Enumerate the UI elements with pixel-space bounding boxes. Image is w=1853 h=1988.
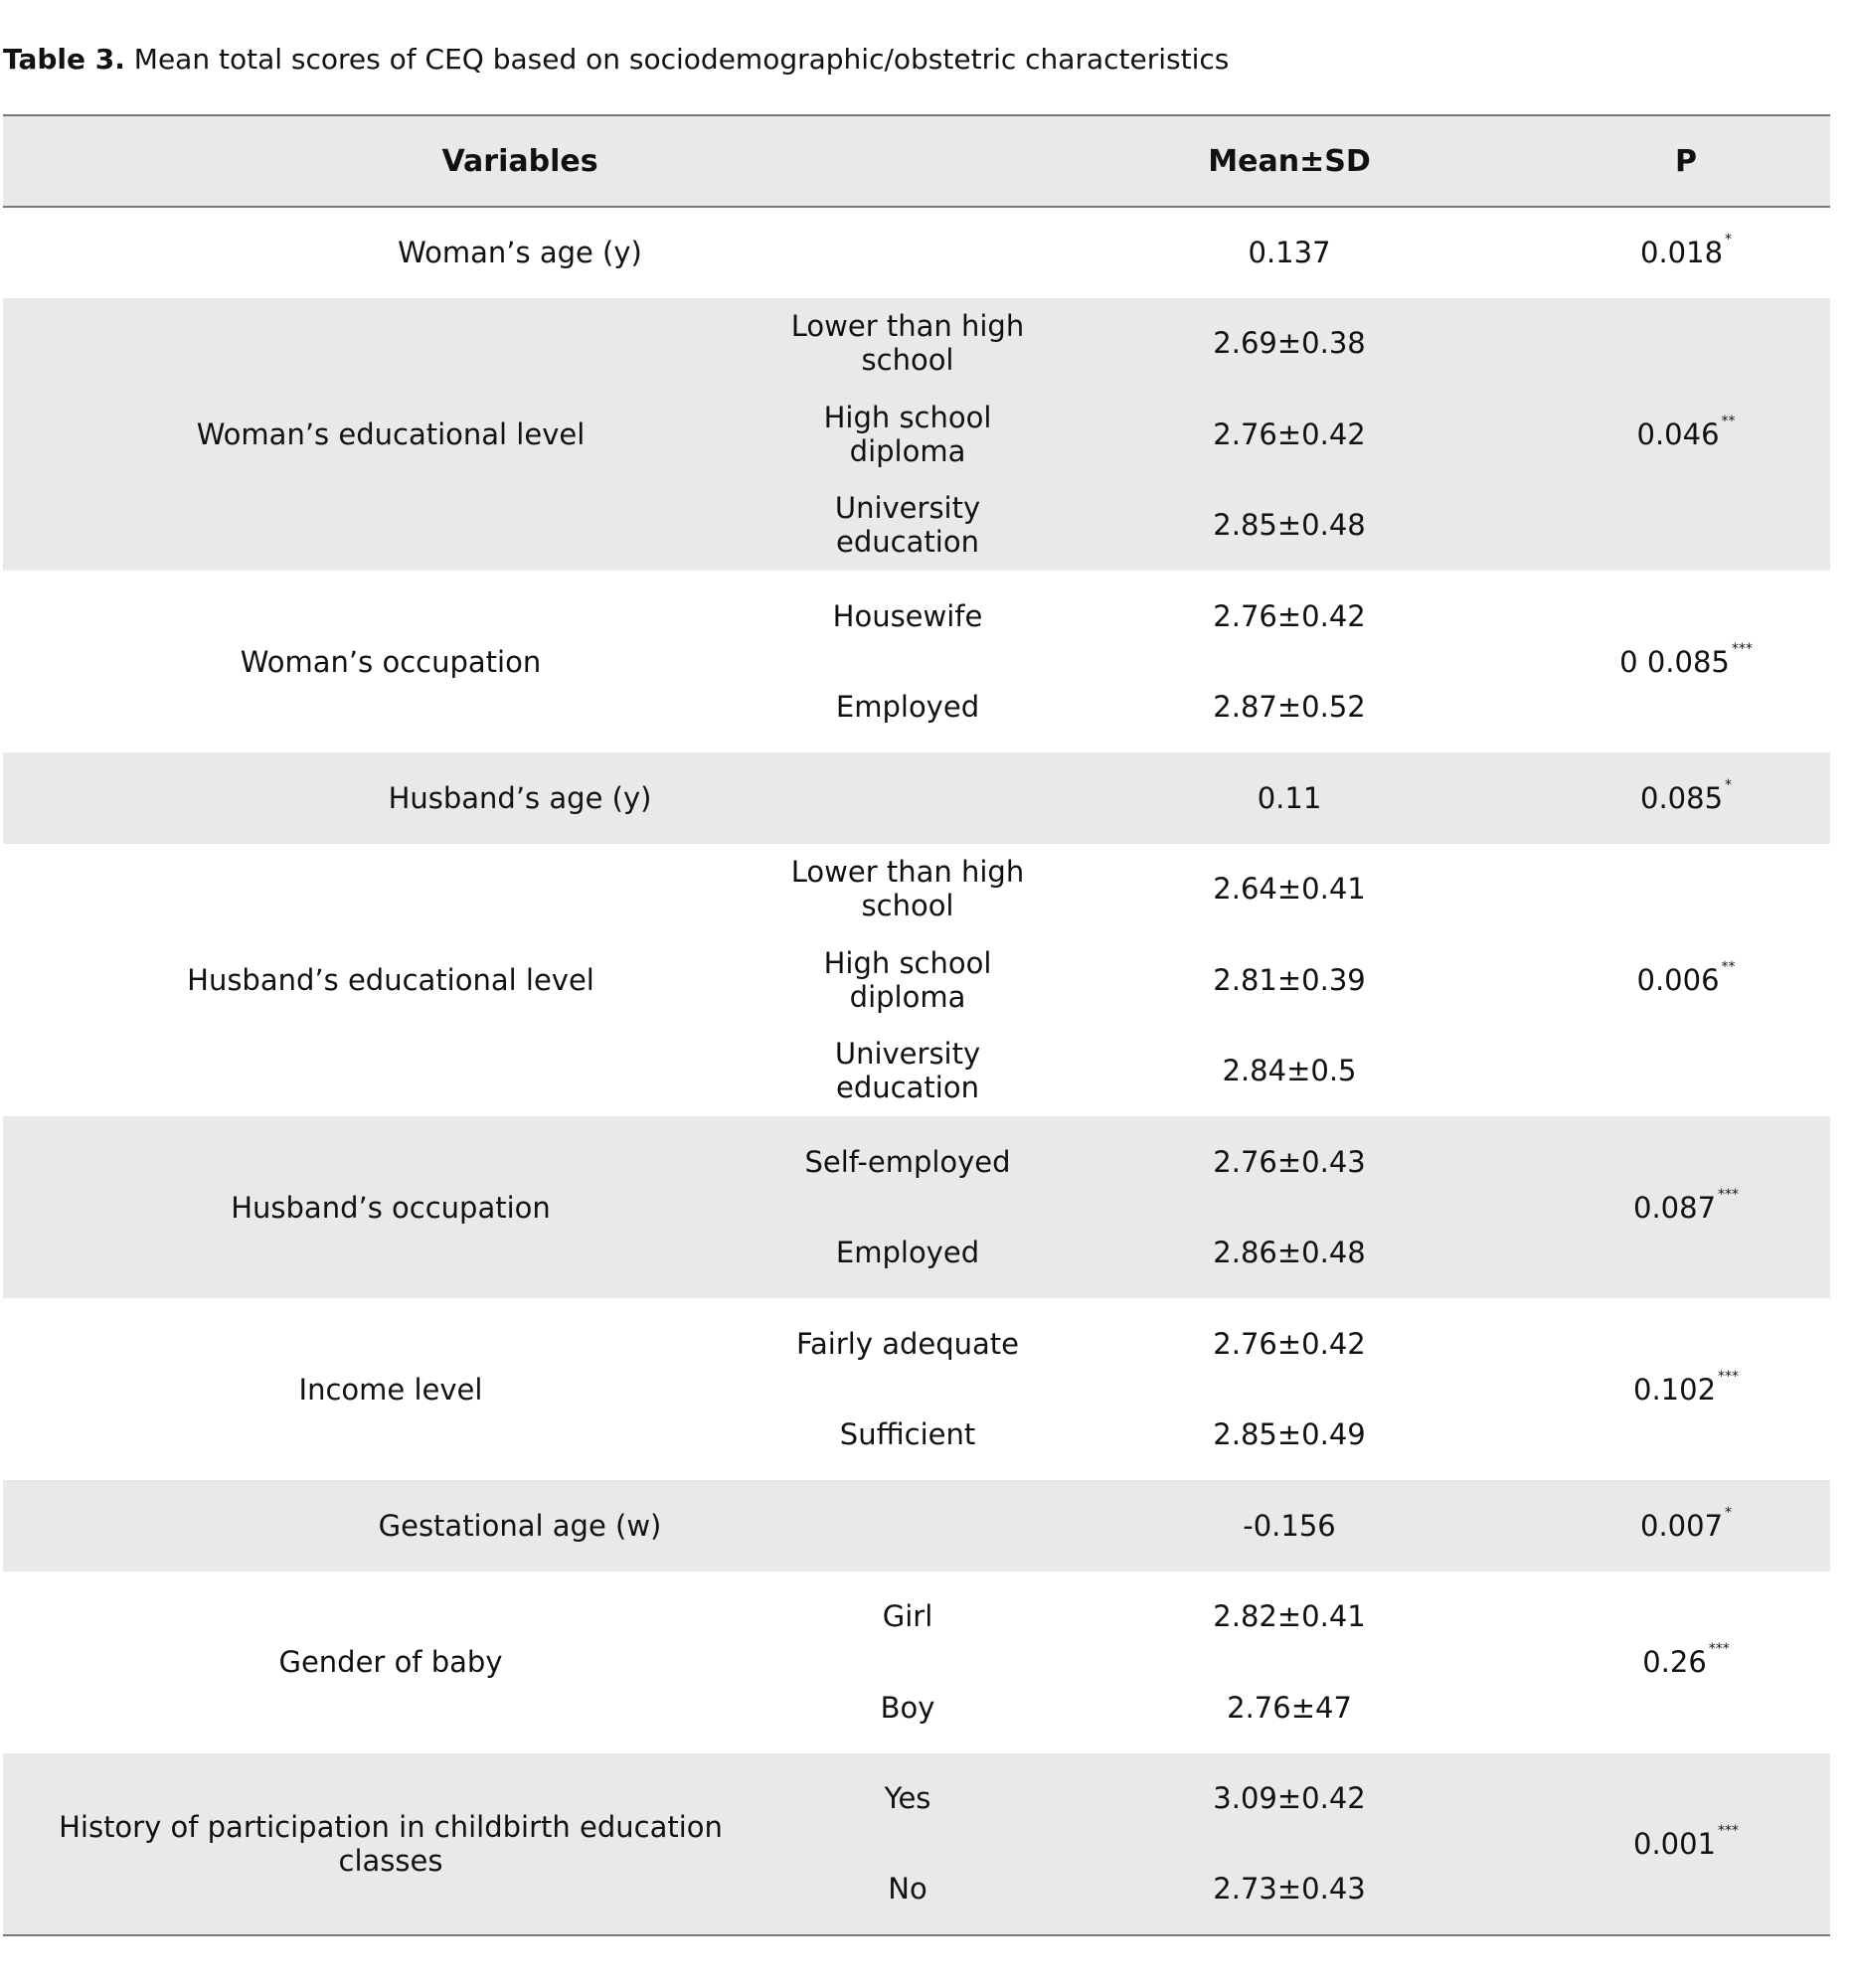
level-cell: Lower than high school [778, 298, 1037, 390]
mean-cell: 2.86±0.48 [1037, 1208, 1542, 1299]
variable-cell: Gestational age (w) [3, 1480, 1037, 1572]
variable-cell: History of participation in childbirth education classes [3, 1753, 778, 1935]
table-row [3, 298, 1830, 390]
variable-cell: Husband’s age (y) [3, 752, 1037, 844]
table-row [3, 844, 1830, 935]
mean-cell: 2.76±0.42 [1213, 598, 1366, 633]
variable-cell: Woman’s occupation [240, 644, 542, 679]
mean-cell: 2.84±0.5 [1222, 1054, 1357, 1088]
table-row [3, 1480, 1830, 1572]
p-value: 0.006 [1636, 962, 1720, 997]
level-cell: Girl [882, 1599, 933, 1634]
p-cell [1542, 1116, 1830, 1298]
significance-mark: * [1725, 1504, 1733, 1521]
variable-cell: Woman’s age (y) [398, 236, 642, 270]
level-cell: Fairly adequate [796, 1326, 1019, 1361]
variable-cell: Income level [298, 1372, 483, 1407]
table-row [3, 1753, 1830, 1845]
significance-mark: * [1725, 232, 1733, 248]
significance-mark: * [1725, 776, 1733, 793]
p-cell [1542, 844, 1830, 1117]
level-cell: Housewife [832, 598, 983, 633]
p-value: 0 0.085 [1619, 644, 1730, 679]
table-label: Table 3. [3, 43, 125, 76]
mean-cell: 2.82±0.41 [1213, 1599, 1366, 1634]
mean-cell: 2.85±0.48 [1037, 480, 1542, 572]
table-row [3, 752, 1830, 844]
level-cell: Self-employed [778, 1116, 1037, 1208]
mean-cell: 2.76±0.43 [1037, 1116, 1542, 1208]
p-cell [1542, 1753, 1830, 1935]
header-variables: Variables [3, 115, 1037, 207]
level-cell: High school diploma [778, 389, 1037, 480]
variable-cell: Gender of baby [278, 1645, 503, 1679]
p-value: 0.018 [1640, 236, 1724, 270]
p-cell [1542, 1572, 1830, 1753]
mean-cell: 2.81±0.39 [1213, 962, 1366, 997]
mean-cell: 3.09±0.42 [1037, 1753, 1542, 1845]
header-mean-sd: Mean±SD [1037, 115, 1542, 207]
level-cell: No [778, 1844, 1037, 1935]
p-cell [1542, 752, 1830, 844]
mean-cell: 0.137 [1248, 236, 1331, 270]
table-row [3, 1572, 1830, 1663]
header-p: P [1542, 115, 1830, 207]
table-caption [3, 40, 1229, 80]
mean-cell: 2.76±0.42 [1213, 1326, 1366, 1361]
p-cell [1542, 571, 1830, 752]
table-title: Mean total scores of CEQ based on sociodemographic/obstetric characteristics [124, 43, 1230, 76]
data-table [3, 114, 1830, 1936]
level-cell: Boy [880, 1690, 935, 1725]
level-cell: Lower than high school [790, 855, 1025, 923]
p-value: 0.046 [1636, 416, 1720, 451]
significance-mark: *** [1718, 1186, 1740, 1203]
significance-mark: *** [1708, 1641, 1730, 1657]
p-value: 0.087 [1633, 1190, 1717, 1225]
mean-cell: 2.76±47 [1227, 1690, 1352, 1725]
variable-cell: Husband’s educational level [187, 962, 594, 997]
p-cell [1542, 1298, 1830, 1480]
table-row [3, 1298, 1830, 1390]
significance-mark: ** [1721, 958, 1736, 975]
level-cell: University education [778, 480, 1037, 572]
significance-mark: *** [1718, 1368, 1740, 1385]
p-value: 0.007 [1640, 1508, 1724, 1543]
table-row [3, 207, 1830, 298]
significance-mark: *** [1718, 1822, 1740, 1839]
p-cell [1542, 207, 1830, 298]
table-header-row [3, 115, 1830, 207]
level-cell: Sufficient [839, 1417, 976, 1452]
mean-cell: 2.87±0.52 [1213, 690, 1366, 725]
variable-cell: Woman’s educational level [3, 298, 778, 572]
p-value: 0.001 [1633, 1826, 1717, 1861]
level-cell: High school diploma [823, 945, 992, 1014]
table-row [3, 1116, 1830, 1208]
level-cell: Employed [778, 1208, 1037, 1299]
mean-cell: 2.64±0.41 [1213, 872, 1366, 907]
table-row [3, 571, 1830, 662]
mean-cell: 0.11 [1037, 752, 1542, 844]
level-cell: Employed [835, 690, 980, 725]
p-value: 0.102 [1633, 1372, 1717, 1407]
p-value: 0.26 [1642, 1645, 1707, 1679]
mean-cell: 2.73±0.43 [1037, 1844, 1542, 1935]
p-value: 0.085 [1640, 780, 1724, 815]
significance-mark: ** [1721, 413, 1736, 429]
p-cell [1542, 298, 1830, 572]
mean-cell: 2.69±0.38 [1037, 298, 1542, 390]
mean-cell: -0.156 [1037, 1480, 1542, 1572]
level-cell: Yes [778, 1753, 1037, 1845]
variable-cell: Husband’s occupation [3, 1116, 778, 1298]
mean-cell: 2.85±0.49 [1213, 1417, 1366, 1452]
mean-cell: 2.76±0.42 [1037, 389, 1542, 480]
p-cell [1542, 1480, 1830, 1572]
level-cell: University education [834, 1037, 981, 1105]
significance-mark: *** [1731, 640, 1753, 657]
